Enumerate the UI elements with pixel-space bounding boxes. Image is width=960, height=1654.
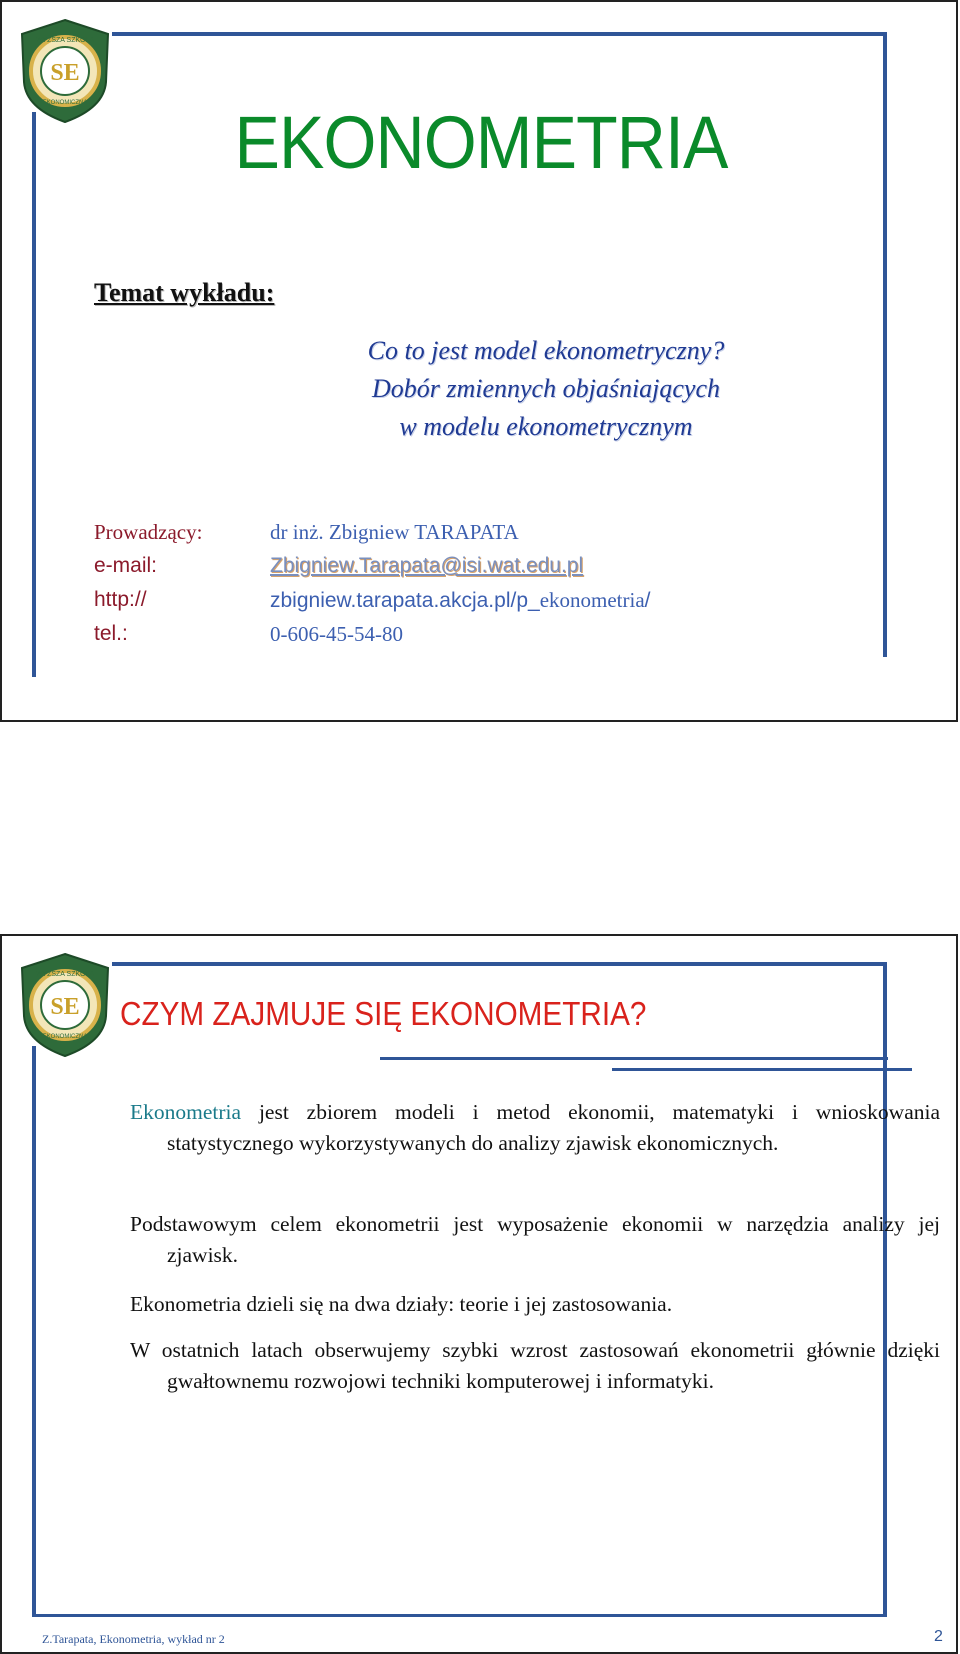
- paragraph-4: W ostatnich latach obserwujemy szybki wzrost zastosowań ekonometrii głównie dzięki gwałtownemu rozwojowi techniki komputerowej i informatyki.: [130, 1338, 940, 1393]
- paragraph-2: Podstawowym celem ekonometrii jest wyposażenie ekonomii w narzędzia analizy jej zjawisk.: [130, 1212, 940, 1267]
- slide-title: EKONOMETRIA: [234, 101, 728, 184]
- paragraph-3: Ekonometria dzieli się na dwa działy: teorie i jej zastosowania.: [130, 1292, 673, 1316]
- paragraph-1: [130, 1097, 940, 1159]
- paragraph-1-accent: Ekonometria: [130, 1100, 242, 1124]
- logo-bottom-text: EKONOMICZNA: [42, 100, 88, 106]
- logo-center-text: SE: [50, 60, 80, 86]
- logo-bottom-text: EKONOMICZNA: [42, 1034, 88, 1040]
- title-underline-1: [380, 1057, 888, 1060]
- logo-top-text: WYŻSZA SZKOŁA: [35, 37, 95, 44]
- lecturer-value: dr inż. Zbigniew TARAPATA: [270, 520, 519, 544]
- frame-bottom-line: [32, 1614, 887, 1617]
- title-underline-2: [612, 1068, 912, 1071]
- http-link[interactable]: [270, 588, 651, 613]
- tel-label: tel.:: [94, 622, 128, 645]
- topic-line-3: w modelu ekonometrycznym: [399, 412, 693, 441]
- http-value-prefix: zbigniew.tarapata.akcja.pl/p_: [270, 589, 540, 612]
- http-value-suffix: ekonometria: [539, 588, 645, 612]
- page-number: 2: [934, 1628, 943, 1645]
- topic-lines: [2, 332, 960, 446]
- footer-credit: Z.Tarapata, Ekonometria, wykład nr 2: [42, 1632, 225, 1646]
- tel-value: 0-606-45-54-80: [270, 622, 403, 646]
- http-value-end: /: [644, 589, 651, 612]
- topic-line-2: Dobór zmiennych objaśniających: [371, 374, 721, 403]
- lecturer-label: Prowadzący:: [94, 520, 203, 544]
- frame-top-line: [112, 962, 887, 966]
- topic-label: Temat wykładu:: [94, 278, 275, 307]
- email-label: e-mail:: [94, 554, 158, 577]
- frame-top-line: [112, 32, 887, 36]
- paragraph-1-rest: jest zbiorem modeli i metod ekonomii, matematyki i wnioskowania statystycznego wykorzystywanych do analizy zjawisk ekonomicznych.: [167, 1100, 940, 1155]
- logo-top-text: WYŻSZA SZKOŁA: [35, 971, 95, 978]
- slide-2-title: CZYM ZAJMUJE SIĘ EKONOMETRIA?: [120, 995, 647, 1032]
- topic-line-1: Co to jest model ekonometryczny?: [367, 336, 725, 365]
- slide-1: [0, 0, 958, 722]
- email-link[interactable]: Zbigniew.Tarapata@isi.wat.edu.pl: [270, 554, 584, 577]
- logo-center-text: SE: [50, 994, 80, 1020]
- frame-left-line: [32, 1046, 36, 1616]
- school-logo: [16, 950, 114, 1060]
- http-label: http://: [94, 588, 147, 611]
